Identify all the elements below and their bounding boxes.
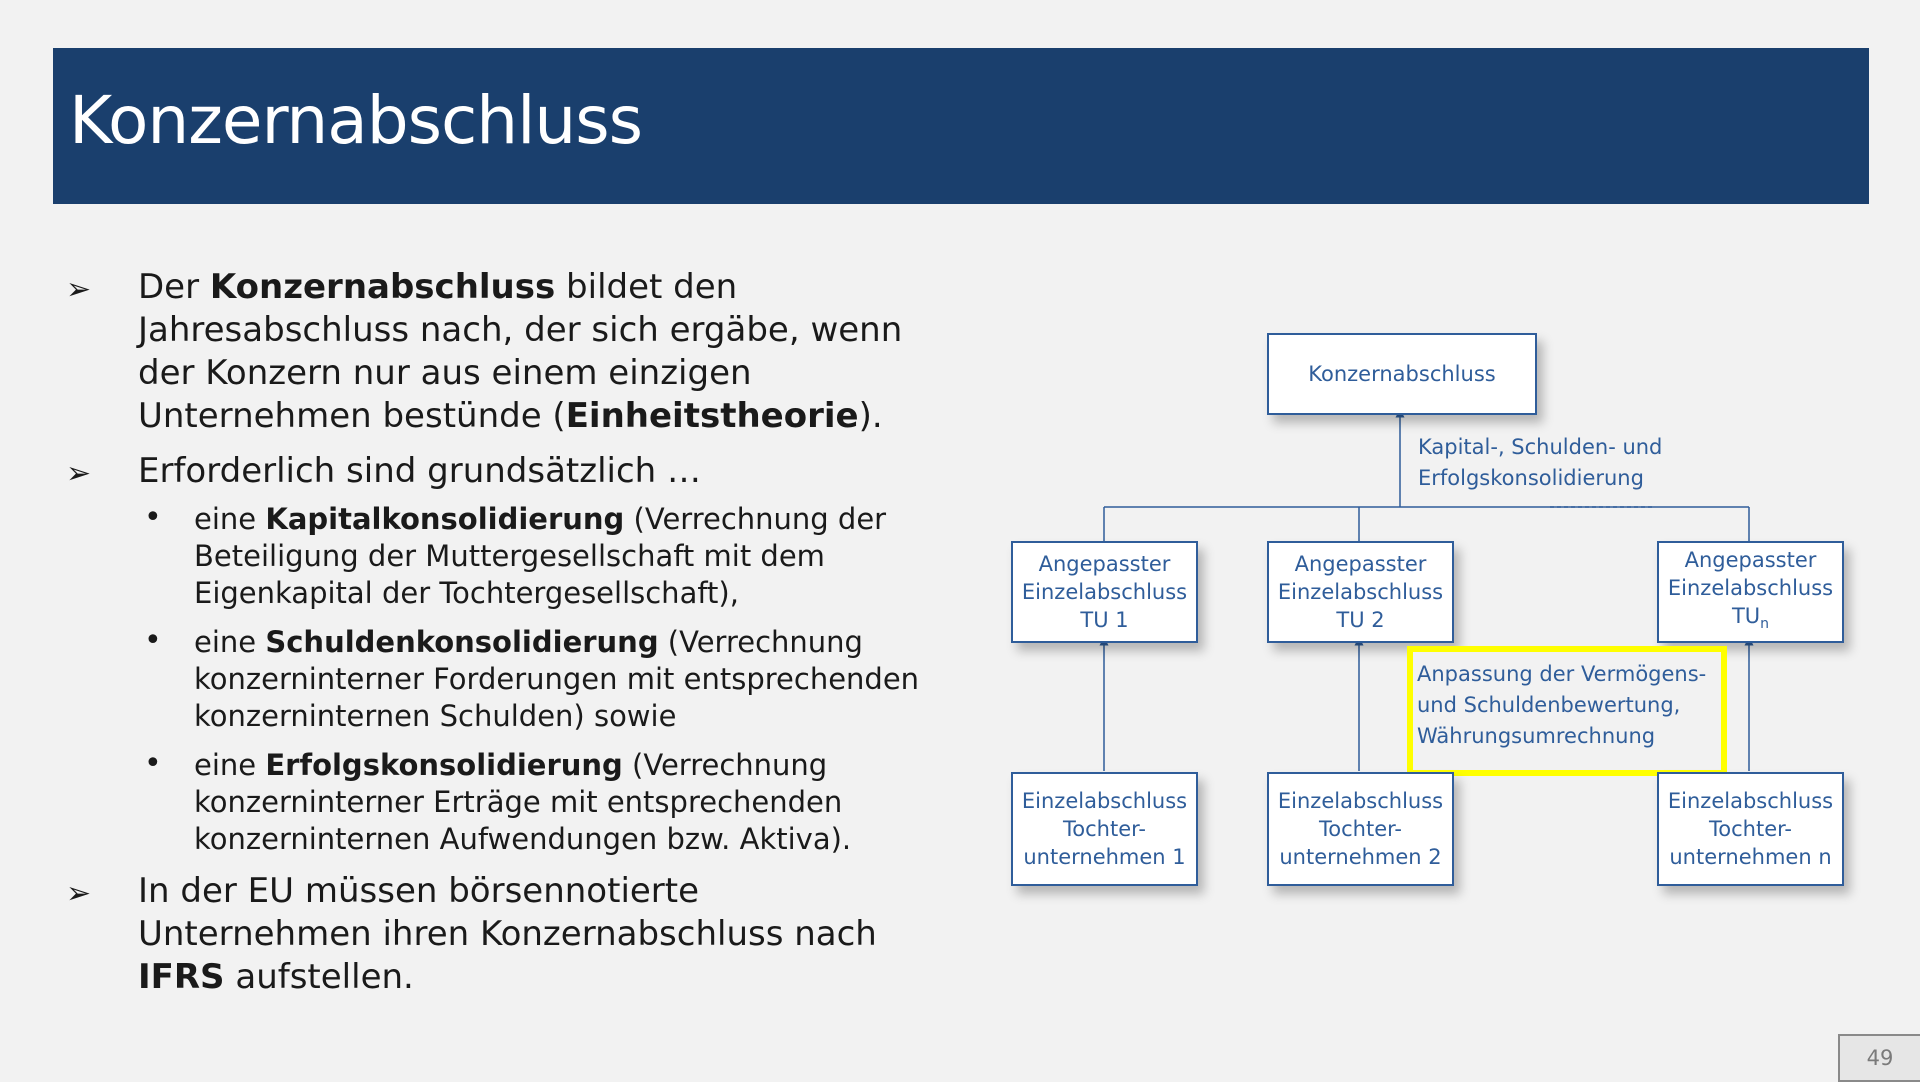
konzernabschluss-box [1267,333,1537,415]
sub-bullet-bold: Erfolgskonsolidierung [265,748,623,782]
arrow-bullet-icon: ➢ [66,456,92,491]
box-line: TU 2 [1336,608,1385,632]
note-line: Währungsumrechnung [1417,724,1656,748]
box-line: Angepasster [1684,547,1817,572]
box-line: Einzelabschluss [1021,580,1188,604]
bullet-text: Der [138,267,210,307]
box-line-subscript: n [1760,616,1770,633]
adjusted-statement-box [1011,541,1198,643]
sub-bullet-text: eine [194,625,266,659]
sub-bullet-text: (Verrechnung konzerninterner Forderungen mit entsprechenden konzerninternen Schulden) sowie [194,625,920,733]
box-line-main: TU [1731,603,1761,628]
bullet-text: bildet den Jahresabschluss nach, der sich ergäbe, wenn der Konzern nur aus einem einzigen Unternehmen bestünde ( [138,267,903,436]
box-line: Tochter- [1709,817,1792,841]
individual-statement-box [1011,772,1198,886]
title-bar [53,48,1869,204]
box-line: Einzelabschluss [1667,575,1834,600]
bullet-bold: IFRS [138,957,225,997]
page-number: 49 [1838,1034,1920,1082]
individual-statement-box [1657,772,1844,886]
box-line: Angepasster [1038,552,1171,576]
sub-bullet-text: eine [194,748,266,782]
note-line: und Schuldenbewertung, [1417,693,1681,717]
dot-bullet-icon: • [144,746,162,781]
slide-title: Konzernabschluss [69,82,643,159]
bullet-text: ). [858,396,883,436]
sub-bullet-schulden [138,624,926,735]
sub-bullet-text: (Verrechnung der Beteiligung der Muttergesellschaft mit dem Eigenkapital der Tochtergesellschaft), [194,502,887,610]
box-line: Tochter- [1063,817,1146,841]
box-line: Einzelabschluss [1667,789,1834,813]
bullet-list [66,266,926,1011]
box-line [1732,602,1769,638]
box-line: unternehmen 1 [1023,845,1186,869]
bullet-bold: Einheitstheorie [565,396,859,436]
adjustment-note [1417,659,1706,752]
sub-bullet-kapital [138,501,926,612]
adjusted-statement-box [1657,541,1844,643]
box-line: Tochter- [1319,817,1402,841]
bullet-ifrs [66,870,926,999]
box-line: Einzelabschluss [1277,580,1444,604]
box-line: unternehmen n [1669,845,1832,869]
individual-statement-box [1267,772,1454,886]
sub-bullet-bold: Schuldenkonsolidierung [265,625,659,659]
dot-bullet-icon: • [144,623,162,658]
note-line: Anpassung der Vermögens- [1417,662,1707,686]
sub-bullet-bold: Kapitalkonsolidierung [265,502,625,536]
box-label: Konzernabschluss [1308,362,1496,386]
dot-bullet-icon: • [144,500,162,535]
adjusted-statement-box [1267,541,1454,643]
arrow-bullet-icon: ➢ [66,272,92,307]
bullet-text: Erforderlich sind grundsätzlich … [138,451,702,491]
arrow-bullet-icon: ➢ [66,876,92,911]
box-line: unternehmen 2 [1279,845,1442,869]
box-line: Einzelabschluss [1021,789,1188,813]
box-line: Angepasster [1294,552,1427,576]
sub-bullet-text: (Verrechnung konzerninterner Erträge mit entsprechenden konzerninternen Aufwendungen bzw. Aktiva). [194,748,852,856]
consolidation-note [1418,432,1662,494]
bullet-text: In der EU müssen börsennotierte Unternehmen ihren Konzernabschluss nach [138,871,877,954]
bullet-text: aufstellen. [224,957,414,997]
box-line: Einzelabschluss [1277,789,1444,813]
box-line: TU 1 [1080,608,1129,632]
bullet-konzernabschluss [66,266,926,438]
sub-bullet-erfolg [138,747,926,858]
bullet-bold: Konzernabschluss [209,267,556,307]
sub-bullet-text: eine [194,502,266,536]
bullet-erforderlich [66,450,926,493]
note-line: Erfolgskonsolidierung [1418,466,1644,490]
note-line: Kapital-, Schulden- und [1418,435,1663,459]
